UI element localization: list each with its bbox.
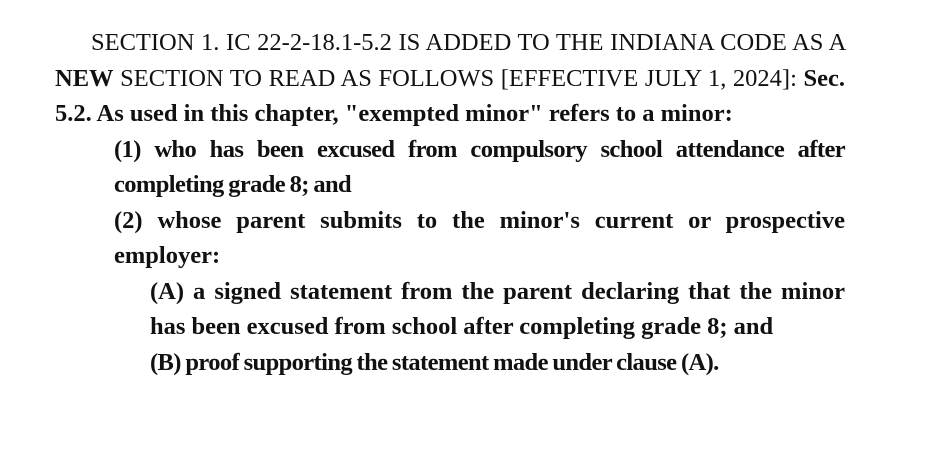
section-intro-text: SECTION 1. IC 22-2-18.1-5.2 IS ADDED TO THE INDIANA CODE AS A [91,29,845,56]
statute-excerpt [55,25,845,380]
list-item-1: (1) who has been excused from compulsory school attendance after completing grade 8; and [114,135,845,198]
section-intro-rest: SECTION TO READ AS FOLLOWS [EFFECTIVE JULY 1, 2024]: [120,64,797,92]
definition-text: Sec. 5.2. As used in this chapter, "exempted minor" refers to a minor: [55,64,846,127]
list-item-2: (2) whose parent submits to the minor's current or prospective employer: [114,206,845,269]
section-paragraph [55,25,845,132]
sub-item-b: (B) proof supporting the statement made under clause (A). [150,348,719,376]
new-marker: NEW [55,64,114,92]
sub-item-a: (A) a signed statement from the parent declaring that the minor has been excused from school after completing grade 8; and [150,277,845,340]
